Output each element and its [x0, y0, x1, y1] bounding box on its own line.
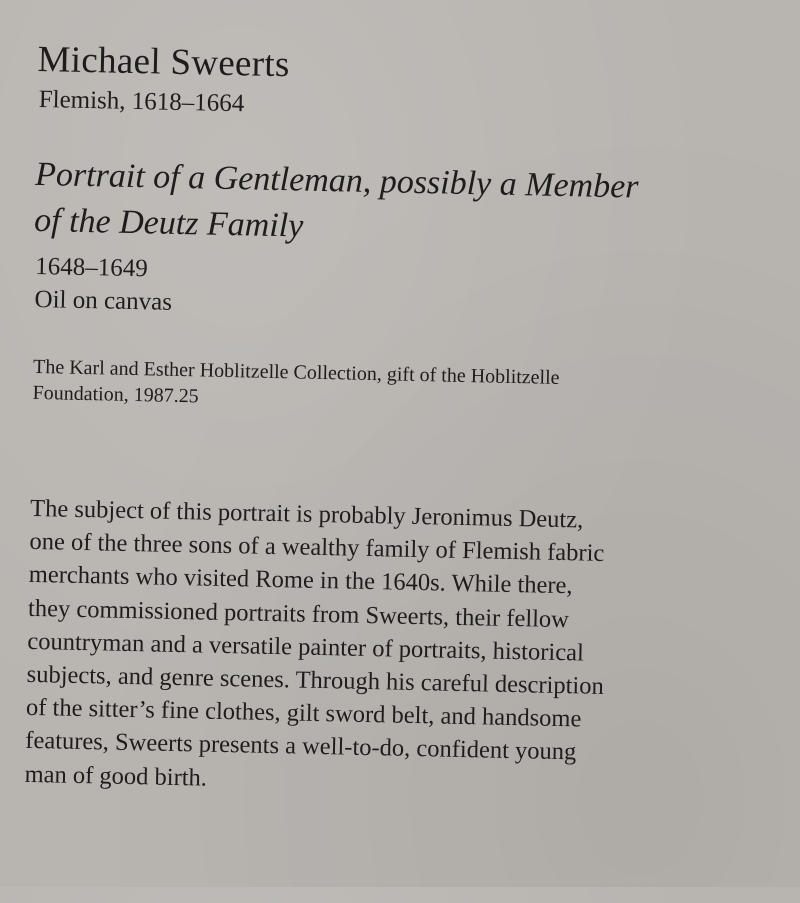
description-line: man of good birth. — [24, 760, 208, 792]
credit-line-text: The Karl and Esther Hoblitzelle Collection, gift of the Hoblitzelle — [32, 355, 560, 389]
artwork-medium: Oil on canvas — [34, 285, 173, 316]
description-line: one of the three sons of a wealthy family of Flemish fabric — [29, 528, 605, 568]
artwork-description — [24, 492, 750, 806]
description-line: The subject of this portrait is probably Jeronimus Deutz, — [29, 494, 584, 534]
description-line: merchants who visited Rome in the 1640s. While there, — [28, 561, 573, 600]
credit-line-text: Foundation, 1987.25 — [32, 381, 199, 408]
artwork-date: 1648–1649 — [34, 252, 149, 283]
artwork-title-line: of the Deutz Family — [33, 201, 304, 245]
artist-nationality-dates: Flemish, 1618–1664 — [38, 85, 245, 118]
description-line: they commissioned portraits from Sweerts, their fellow — [27, 594, 570, 633]
artwork-title — [34, 152, 776, 259]
description-line: features, Sweerts presents a well-to-do, confident young — [25, 727, 577, 766]
description-line: of the sitter’s fine clothes, gilt sword belt, and handsome — [25, 694, 582, 733]
artwork-title-line: Portrait of a Gentleman, possibly a Member — [34, 155, 639, 206]
credit-line — [32, 354, 693, 420]
description-line: countryman and a versatile painter of portraits, historical — [27, 627, 585, 667]
description-line: subjects, and genre scenes. Through his careful description — [26, 660, 605, 700]
artist-name: Michael Sweerts — [37, 38, 291, 86]
